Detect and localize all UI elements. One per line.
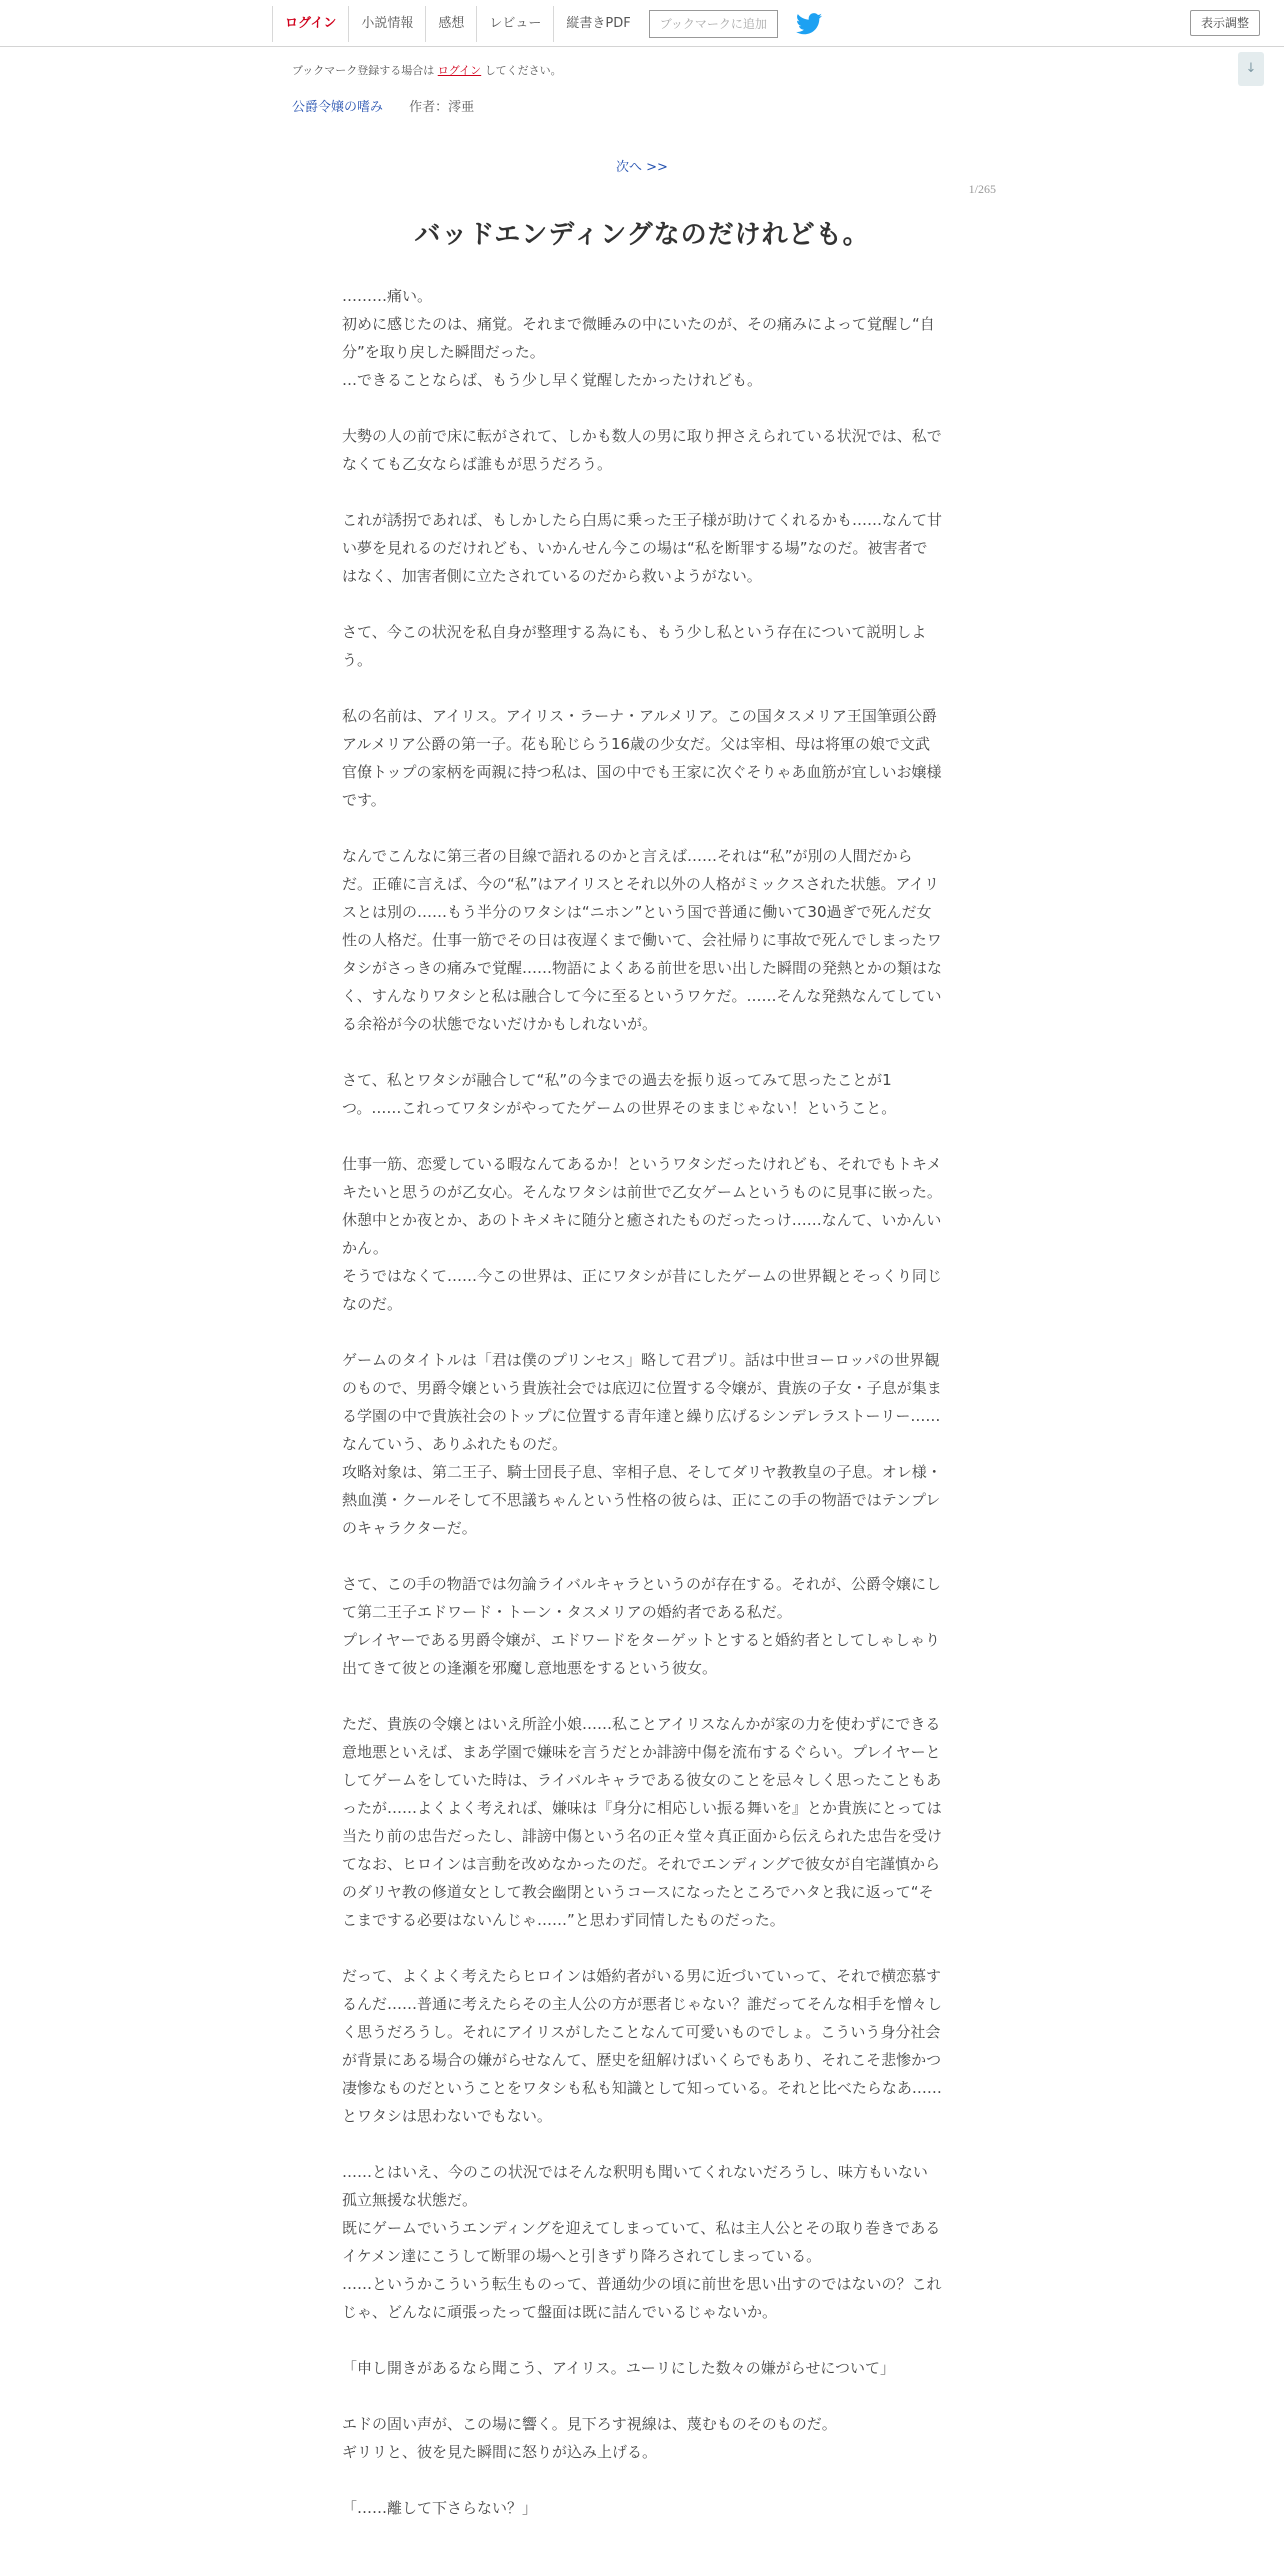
main-nav [272,6,822,42]
body-paragraph: …できることならば、もう少し早く覚醒したかったけれども。 [342,371,763,389]
twitter-icon[interactable] [796,13,822,35]
bookmark-login-notice [292,62,562,78]
notice-login-link[interactable]: ログイン [437,64,482,77]
add-bookmark-button[interactable]: ブックマークに追加 [649,10,778,38]
notice-prefix: ブックマーク登録する場合は [292,64,435,77]
blank-line [342,2130,942,2158]
scroll-down-arrow-icon[interactable]: ↓ [1238,52,1264,86]
blank-line [342,394,942,422]
body-paragraph: プレイヤーである男爵令嬢が、エドワードをターゲットとすると婚約者としてしゃしゃり出てきて彼との逢瀬を邪魔し意地悪をするという彼女。 [342,1631,941,1677]
novel-meta [292,96,474,115]
blank-line [342,1682,942,1710]
blank-line [342,2326,942,2354]
body-paragraph: エドの固い声が、この場に響く。見下ろす視線は、蔑むものそのものだ。 [342,2415,837,2433]
body-paragraph: ただ、貴族の令嬢とはいえ所詮小娘……私ことアイリスなんかが家の力を使わずにできる意地悪といえば、まあ学園で嫌味を言うだとか誹謗中傷を流布するぐらい。プレイヤーとしてゲームをしていた時は、ライバルキャラである彼女のことを忌々しく思ったこともあったが……よくよく考えれば、嫌味は『身分に相応しい振る舞いを』とか貴族にとっては当たり前の忠告だったし、誹謗中傷という名の正々堂々真正面から伝えられた忠告を受けてなお、ヒロインは言動を改めなかったのだ。それでエンディングで彼女が自宅謹慎からのダリヤ教の修道女として教会幽閉というコースになったところでハタと我に返って“そこまでする必要はないんじゃ……”と思わず同情したものだった。 [342,1715,943,1929]
review-link[interactable]: レビュー [476,6,553,42]
blank-line [342,1122,942,1150]
blank-line [342,590,942,618]
body-paragraph: ……というかこういう転生ものって、普通幼少の頃に前世を思い出すのではないの？これじゃ、どんなに頑張ったって盤面は既に詰んでいるじゃないか。 [342,2275,942,2321]
blank-line [342,674,942,702]
novel-body [342,282,942,2522]
body-paragraph: ………痛い。 [342,287,433,305]
display-settings-button[interactable]: 表示調整 [1190,10,1260,36]
body-paragraph: ギリリと、彼を見た瞬間に怒りが込み上げる。 [342,2443,658,2461]
blank-line [342,2382,942,2410]
page-counter: 1/265 [968,182,996,196]
body-paragraph: 攻略対象は、第二王子、騎士団長子息、宰相子息、そしてダリヤ教教皇の子息。オレ様・熱血漢・クールそして不思議ちゃんという性格の彼らは、正にこの手の物語ではテンプレのキャラクターだ。 [342,1463,942,1537]
blank-line [342,478,942,506]
body-paragraph: 初めに感じたのは、痛覚。それまで微睡みの中にいたのが、その痛みによって覚醒し“自分”を取り戻した瞬間だった。 [342,315,935,361]
series-title-link[interactable]: 公爵令嬢の嗜み [292,100,384,115]
body-paragraph: ゲームのタイトルは「君は僕のプリンセス」略して君プリ。話は中世ヨーロッパの世界観のもので、男爵令嬢という貴族社会では底辺に位置する令嬢が、貴族の子女・子息が集まる学園の中で貴族社会のトップに位置する青年達と繰り広げるシンデレラストーリー……なんていう、ありふれたものだ。 [342,1351,942,1453]
blank-line [342,2466,942,2494]
body-paragraph: 大勢の人の前で床に転がされて、しかも数人の男に取り押さえられている状況では、私でなくても乙女ならば誰もが思うだろう。 [342,427,942,473]
impressions-link[interactable]: 感想 [425,6,476,42]
next-page-link-text[interactable]: 次へ >> [616,160,668,175]
body-paragraph: 休憩中とか夜とか、あのトキメキに随分と癒されたものだったっけ……なんて、いかんいかん。 [342,1211,942,1257]
body-paragraph: さて、今この状況を私自身が整理する為にも、もう少し私という存在について説明しよう。 [342,623,927,669]
chapter-title: バッドエンディングなのだけれども。 [414,220,870,250]
body-paragraph: 私の名前は、アイリス。アイリス・ラーナ・アルメリア。この国タスメリア王国筆頭公爵アルメリア公爵の第一子。花も恥じらう16歳の少女だ。父は宰相、母は将軍の娘で文武官僚トップの家柄を両親に持つ私は、国の中でも王家に次ぐそりゃあ血筋が宜しいお嬢様です。 [342,707,942,809]
vertical-pdf-link[interactable]: 縦書きPDF [553,6,642,42]
blank-line [342,1542,942,1570]
top-navigation-bar [0,0,1284,47]
body-paragraph: これが誘拐であれば、もしかしたら白馬に乗った王子様が助けてくれるかも……なんて甘い夢を見れるのだけれども、いかんせん今この場は“私を断罪する場”なのだ。被害者ではなく、加害者側に立たされているのだから救いようがない。 [342,511,943,585]
body-paragraph: なんでこんなに第三者の目線で語れるのかと言えば……それは“私”が別の人間だからだ。正確に言えば、今の“私”はアイリスとそれ以外の人格がミックスされた状態。アイリスとは別の……もう半分のワタシは“ニホン”という国で普通に働いて30過ぎで死んだ女性の人格だ。仕事一筋でその日は夜遅くまで働いて、会社帰りに事故で死んでしまったワタシがさっきの痛みで覚醒……物語によくある前世を思い出した瞬間の発熱とかの類はなく、すんなりワタシと私は融合して今に至るというワケだ。……そんな発熱なんてしている余裕が今の状態でないだけかもしれないが。 [342,847,943,1033]
blank-line [342,1038,942,1066]
next-page-link [0,156,1284,175]
login-link[interactable]: ログイン [272,6,348,42]
blank-line [342,1318,942,1346]
body-paragraph: さて、この手の物語では勿論ライバルキャラというのが存在する。それが、公爵令嬢にして第二王子エドワード・トーン・タスメリアの婚約者である私だ。 [342,1575,941,1621]
novel-info-link[interactable]: 小説情報 [348,6,425,42]
blank-line [342,814,942,842]
body-paragraph: さて、私とワタシが融合して“私”の今までの過去を振り返ってみて思ったことが1つ。……これってワタシがやってたゲームの世界そのままじゃない！ということ。 [342,1071,897,1117]
body-paragraph: だって、よくよく考えたらヒロインは婚約者がいる男に近づいていって、それで横恋慕するんだ……普通に考えたらその主人公の方が悪者じゃない？誰だってそんな相手を憎々しく思うだろうし。それにアイリスがしたことなんて可愛いものでしょ。こういう身分社会が背景にある場合の嫌がらせなんて、歴史を紐解けばいくらでもあり、それこそ悲惨かつ凄惨なものだということをワタシも私も知識として知っている。それと比べたらなあ……とワタシは思わないでもない。 [342,1967,943,2125]
blank-line [342,1934,942,1962]
author-name: 作者：澪亜 [409,100,475,115]
body-paragraph: そうではなくて……今この世界は、正にワタシが昔にしたゲームの世界観とそっくり同じなのだ。 [342,1267,942,1313]
body-paragraph: 仕事一筋、恋愛している暇なんてあるか！というワタシだったけれども、それでもトキメキたいと思うのが乙女心。そんなワタシは前世で乙女ゲームというものに見事に嵌った。 [342,1155,942,1201]
body-paragraph: 「申し開きがあるなら聞こう、アイリス。ユーリにした数々の嫌がらせについて」 [342,2359,896,2377]
body-paragraph: ……とはいえ、今のこの状況ではそんな釈明も聞いてくれないだろうし、味方もいない孤立無援な状態だ。 [342,2163,928,2209]
body-paragraph: 「……離して下さらない？」 [342,2499,538,2517]
body-paragraph: 既にゲームでいうエンディングを迎えてしまっていて、私は主人公とその取り巻きであるイケメン達にこうして断罪の場へと引きずり降ろされてしまっている。 [342,2219,941,2265]
notice-suffix: してください。 [484,64,562,77]
